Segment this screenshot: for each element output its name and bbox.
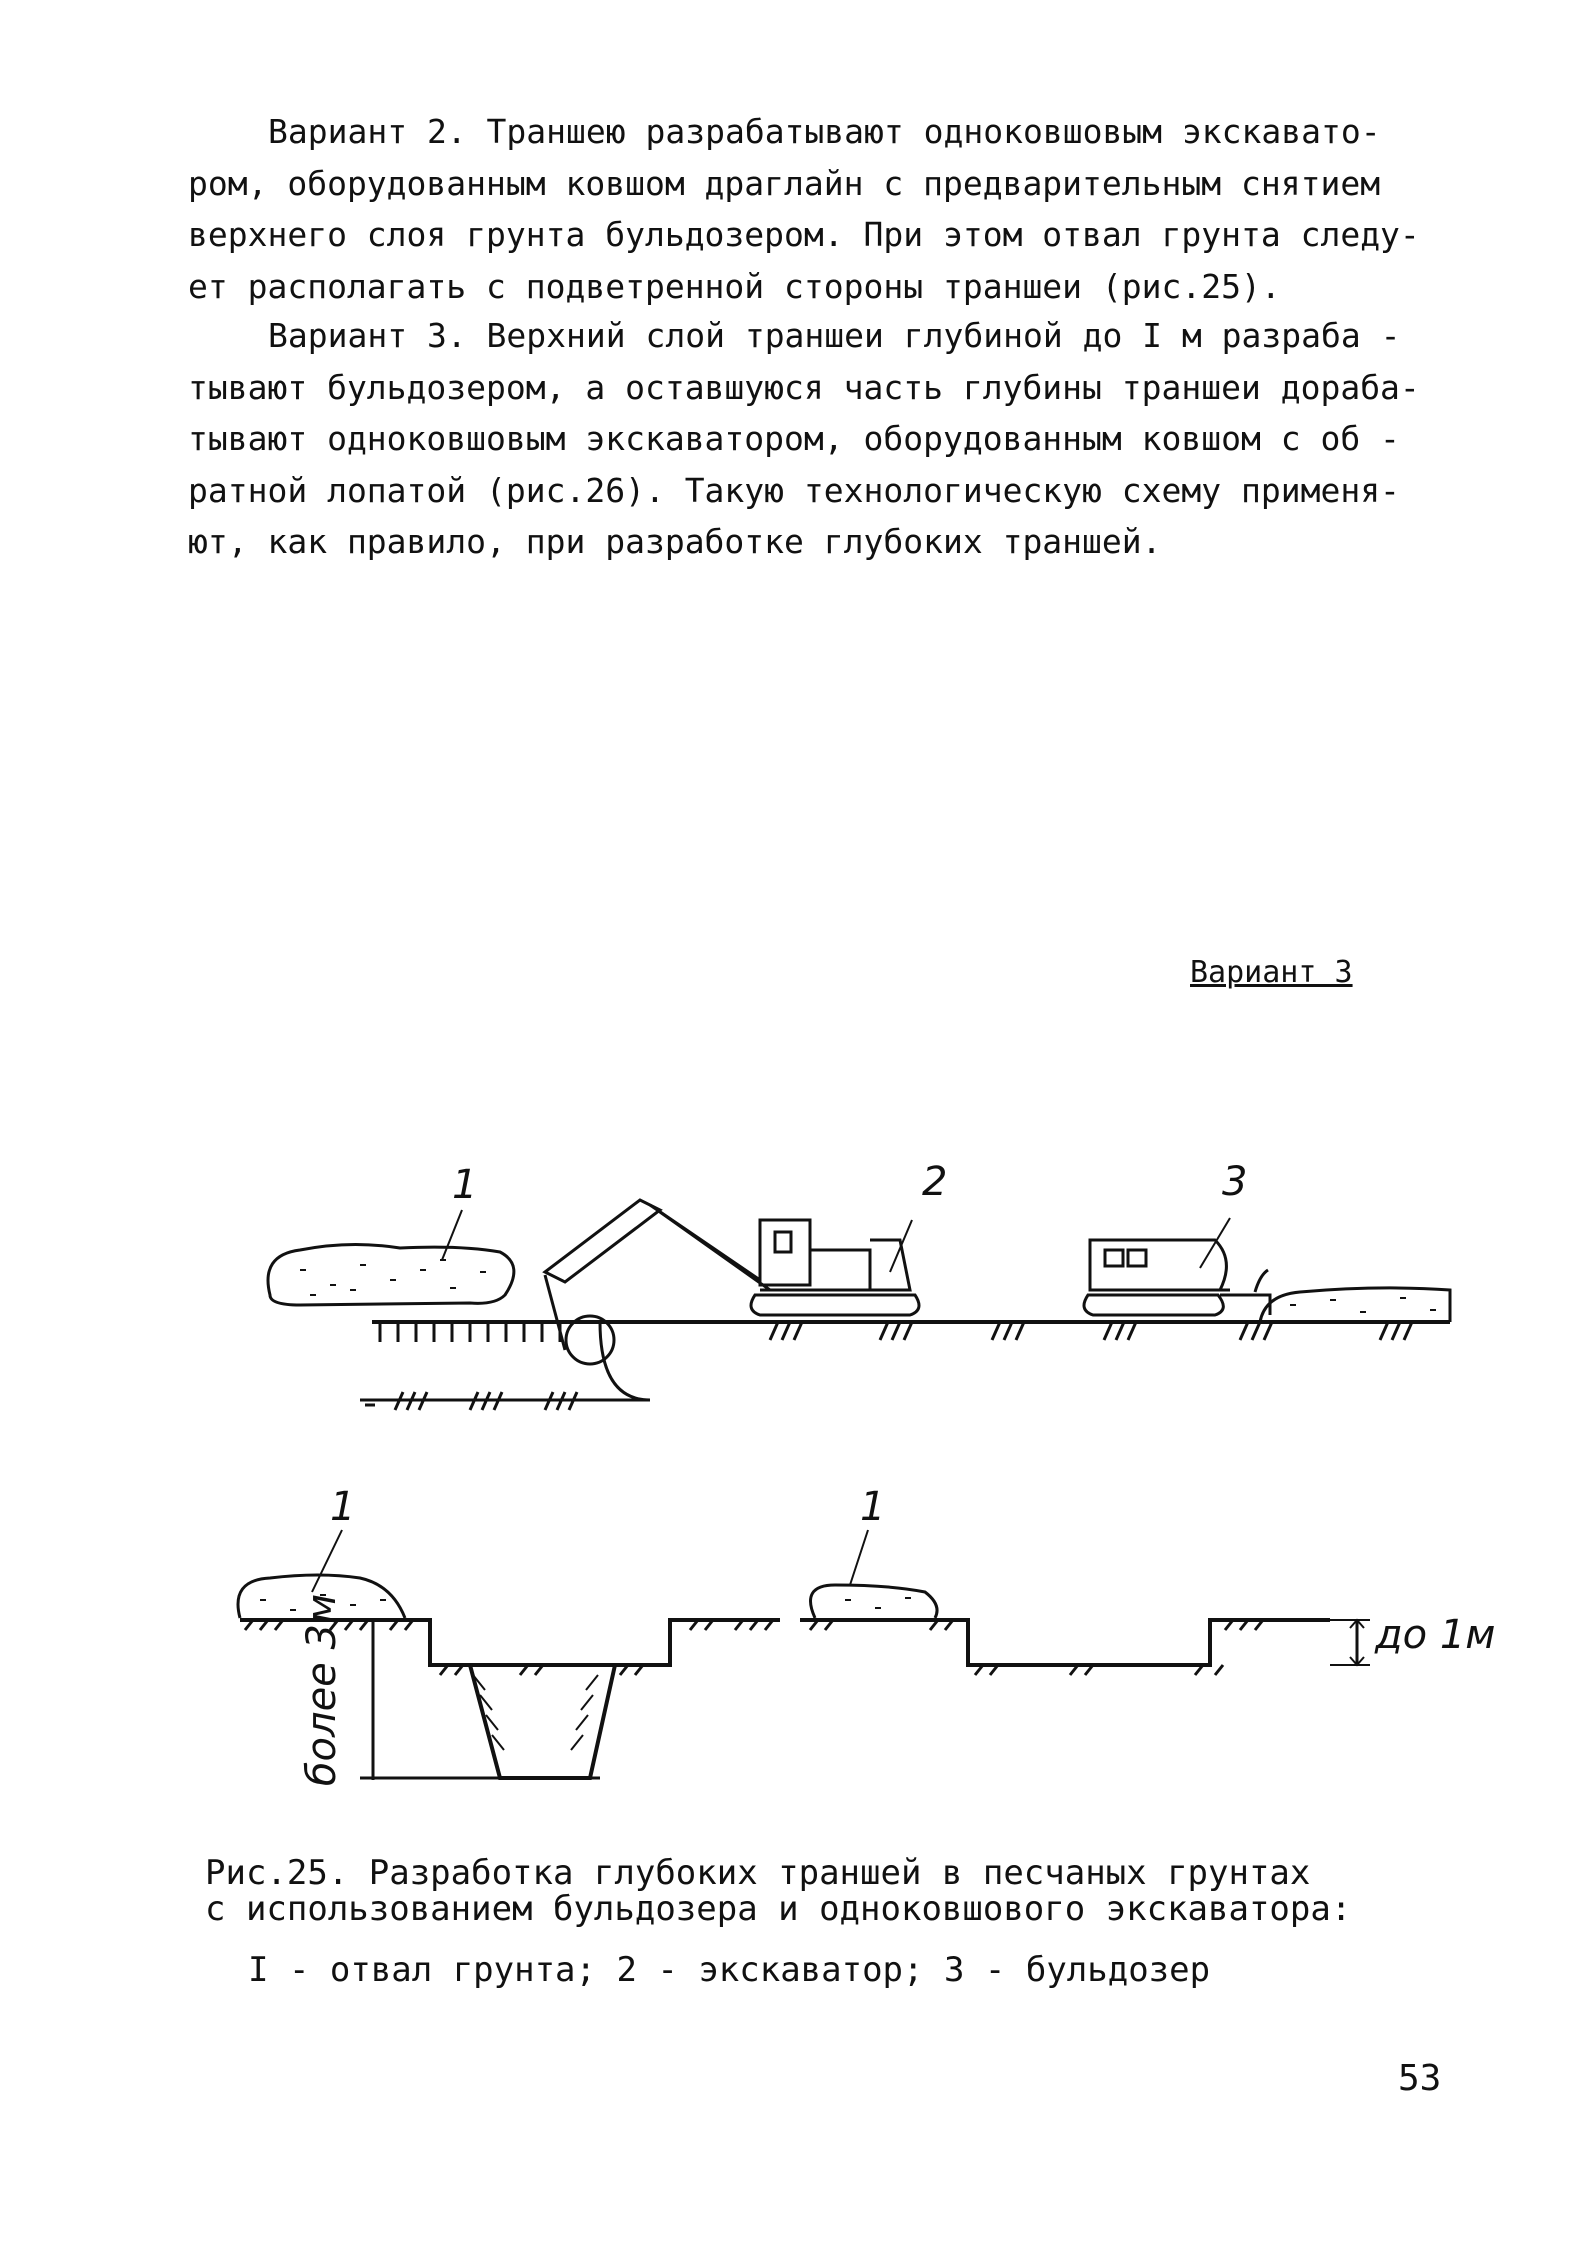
soil-dots-1 — [300, 1260, 486, 1295]
leader-pile-left — [312, 1530, 342, 1592]
variant-label: Вариант 3 — [1190, 955, 1353, 990]
figure-legend: I - отвал грунта; 2 - экскаватор; 3 - бульдозер — [248, 1950, 1211, 1990]
text-line: ратной лопатой (рис.26). Такую технологическую схему применя- — [188, 470, 1400, 510]
bulldozer — [1084, 1240, 1270, 1315]
soil-pile-right — [1260, 1288, 1450, 1322]
depth-left-label: более 3м — [299, 1593, 345, 1787]
text-line: ет располагать с подветренной стороны траншеи (рис.25). — [188, 266, 1281, 306]
leader-1 — [442, 1210, 462, 1260]
text-line: тывают бульдозером, а оставшуюся часть глубины траншеи дораба- — [188, 367, 1420, 407]
text-line: ром, оборудованным ковшом драглайн с предварительным снятием — [188, 163, 1381, 203]
text-line: Вариант 3. Верхний слой траншеи глубиной до I м разраба - — [268, 316, 1401, 355]
leader-pile-right — [850, 1530, 868, 1585]
callout-pile-left: 1 — [330, 1484, 356, 1530]
callout-3: 3 — [1222, 1159, 1248, 1205]
caption-line: с использованием бульдозера и одноковшового экскаватора: — [205, 1889, 1352, 1929]
soil-dots-right — [1290, 1298, 1436, 1312]
page-number: 53 — [1398, 2058, 1442, 2099]
callout-1: 1 — [452, 1162, 478, 1208]
trench-diagram — [0, 1100, 1594, 1800]
soil-pile-1 — [268, 1244, 514, 1305]
callout-pile-right: 1 — [860, 1484, 886, 1530]
hatching-top — [365, 1322, 1412, 1405]
soil-pile-mid — [811, 1585, 938, 1618]
figure-caption — [205, 1855, 1405, 1927]
text-line: ют, как правило, при разработке глубоких траншей. — [188, 522, 1162, 561]
depth-right-label: до 1м — [1375, 1612, 1496, 1658]
trench-profile-right — [800, 1620, 1330, 1665]
leader-2 — [890, 1220, 912, 1272]
callout-2: 2 — [922, 1159, 948, 1205]
paragraph-variant-3 — [188, 310, 1468, 568]
text-line: Вариант 2. Траншею разрабатывают одноковшовым экскавато- — [268, 112, 1381, 151]
caption-line: Рис.25. Разработка глубоких траншей в песчаных грунтах — [205, 1853, 1311, 1893]
paragraph-variant-2 — [188, 106, 1468, 312]
text-line: верхнего слоя грунта бульдозером. При этом отвал грунта следу- — [188, 215, 1420, 254]
text-line: тывают одноковшовым экскаватором, оборудованным ковшом с об - — [188, 419, 1400, 458]
dimension-right — [1330, 1620, 1370, 1665]
